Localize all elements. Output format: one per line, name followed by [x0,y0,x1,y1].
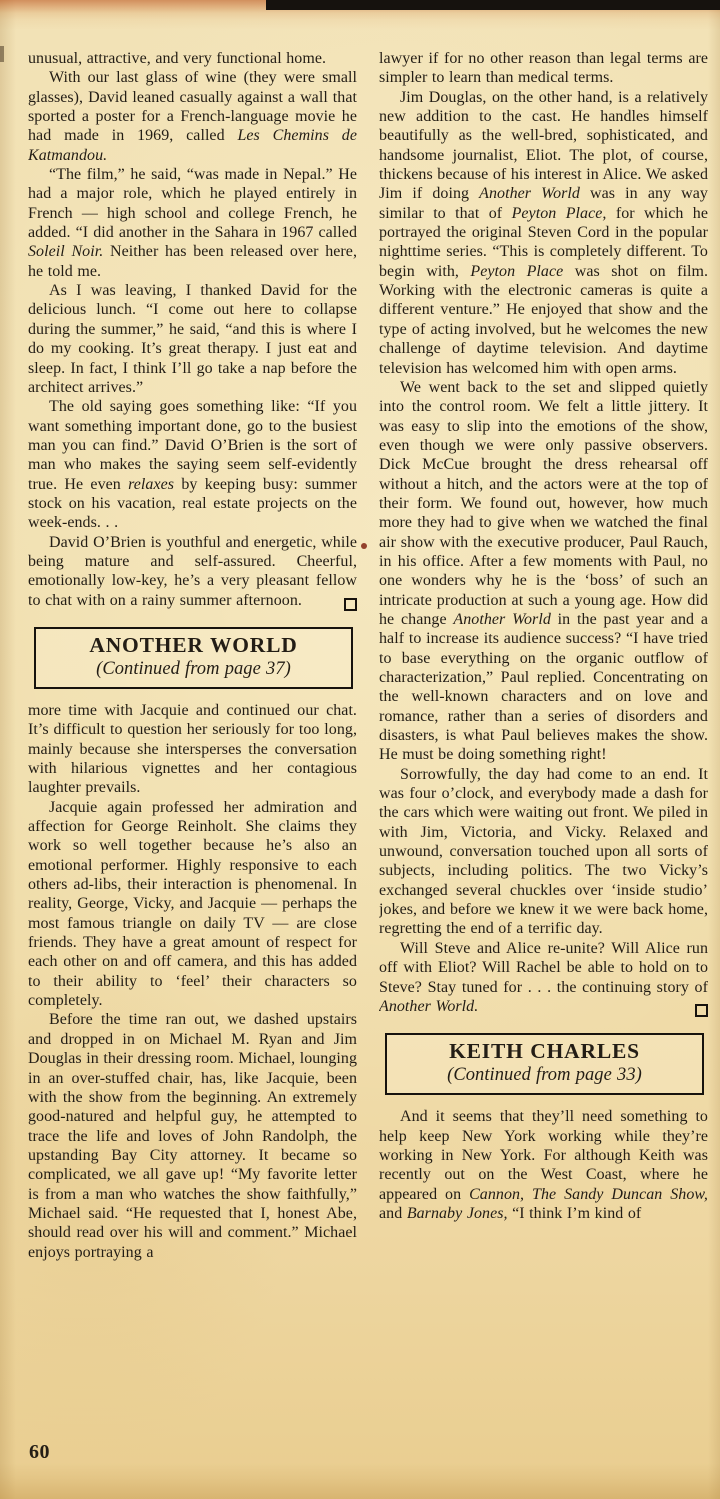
paragraph: lawyer if for no other reason than legal terms are simpler to learn than medical terms. [379,50,708,87]
edge-mark [0,46,4,62]
continued-from-label: (Continued from page 33) [447,1065,642,1086]
paragraph: Before the time ran out, we dashed upstairs and dropped in on Michael M. Ryan and Jim Douglas in their dressing room. Michael, lounging in an over-stuffed chair, has, like Jacquie, been with the show from the beginning. An extremely good-natured and helpful guy, he attempted to trace the life and loves of John Randolph, the upstanding Bay City attorney. It became so complicated, we all gave up! “My favorite letter is from a man who watches the show faithfully,” Michael said. “He requested that I, honest Abe, should read over his will and comment.” Michael enjoys portraying a [28,1011,357,1261]
continued-from-label: (Continued from page 37) [96,658,291,679]
paragraph: David O’Brien is youthful and energetic, while being mature and self-assured. Cheerful, emotionally low-key, he’s a very pleasant fellow to chat with on a rainy summer afternoon. [28,533,357,609]
page-bottom-edge-tint [0,1463,720,1499]
paragraph: Jim Douglas, on the other hand, is a relatively new addition to the cast. He handles himself beautifully as the well-bred, sophisticated, and handsome journalist, Eliot. The plot, of course, thickens because of his interest in Alice. We asked Jim if doing Another World was in any way similar to that of Peyton Place, for which he portrayed the original Steven Cord in the popular nighttime series. “This is completely different. To begin with, Peyton Place was shot on film. Working with the electronic cameras is quite a different venture.” He enjoyed that show and the type of acting involved, but he welcomes the new challenge of daytime television. And daytime television has welcomed him with open arms. [379,88,708,377]
gutter-dot [361,543,367,549]
paragraph: Will Steve and Alice re-unite? Will Alice run off with Eliot? Will Rachel be able to hold on to Steve? Stay tuned for . . . the continuing story of Another World. [379,939,708,1015]
paragraph: Sorrowfully, the day had come to an end. It was four o’clock, and everybody made a dash for the cars which were waiting out front. We piled in with Jim, Victoria, and Vicky. Relaxed and unwound, conversation touched upon all sorts of subjects, including politics. The two Vicky’s exchanged several chuckles over ‘inside studio’ jokes, and before we knew it we were back home, regretting the end of a terrific day. [379,765,708,938]
page-number: 60 [29,1441,50,1463]
article-title: KEITH CHARLES [449,1039,640,1064]
paragraph: And it seems that they’ll need something to help keep New York working while they’re working in New York. For although Keith was recently out on the West Coast, where he appeared on Cannon, The Sandy Duncan Show, and Barnaby Jones, “I think I’m kind of [379,1108,708,1222]
article-title: ANOTHER WORLD [89,632,298,657]
paragraph: Jacquie again professed her admiration and affection for George Reinholt. She claims they work so well together because he’s also an emotional performer. Highly responsive to each others ad-libs, their interaction is phenomenal. In reality, George, Vicky, and Jacquie — perhaps the most famous triangle on daily TV — are close friends. They have a great amount of respect for each other on and off camera, and this has added to their ability to ‘feel’ their characters so completely. [28,798,357,1010]
right-column [379,49,708,1463]
paragraph: The old saying goes something like: “If you want something important done, go to the busiest man you can find.” David O’Brien is the sort of man who makes the saying seem self-evidently true. He even relaxes by keeping busy: summer stock on his vacation, real estate projects on the week-ends. . . [28,398,357,532]
paragraph: unusual, attractive, and very functional home. [28,50,327,67]
scan-edge-strip [266,0,720,10]
paragraph: With our last glass of wine (they were small glasses), David leaned casually against a wall that sported a poster for a French-language movie he had made in 1969, called Les Chemins de Katmandou. [28,69,357,164]
continued-from-box [385,1033,704,1095]
end-of-article-mark [344,598,357,611]
end-of-article-mark [695,1004,708,1017]
continued-from-box [34,627,353,689]
paragraph: As I was leaving, I thanked David for the delicious lunch. “I come out here to collapse during the summer,” he said, “and this is where I do my cooking. It’s great therapy. I just eat and sleep. In fact, I think I’ll go take a nap before the architect arrives.” [28,282,357,396]
left-column [28,49,357,1463]
paragraph: more time with Jacquie and continued our chat. It’s difficult to question her seriously for too long, mainly because she intersperses the conversation with hilarious vignettes and her contagious laughter prevails. [28,701,357,797]
paragraph: We went back to the set and slipped quietly into the control room. We felt a little jittery. It was easy to slip into the emotions of the show, even though we were only passive observers. Dick McCue brought the dress rehearsal off without a hitch, and the actors were at the top of their form. We found out, however, how much more they had to give when we watched the final air show with the executive producer, Paul Rauch, in his office. After a few moments with Paul, no one wonders why he is the ‘boss’ of such an intricate production at such a young age. How did he change Another World in the past year and a half to increase its audience success? “I have tried to base everything on the organic outflow of characterization,” Paul replied. Concentrating on the well-known characters and on love and romance, rather than a series of disorders and disasters, is what Paul believes makes the show. He must be doing something right! [379,378,708,764]
paragraph: “The film,” he said, “was made in Nepal.” He had a major role, which he played entirely in French — high school and college French, he added. “I did another in the Sahara in 1967 called Soleil Noir. Neither has been released over here, he told me. [28,166,357,280]
